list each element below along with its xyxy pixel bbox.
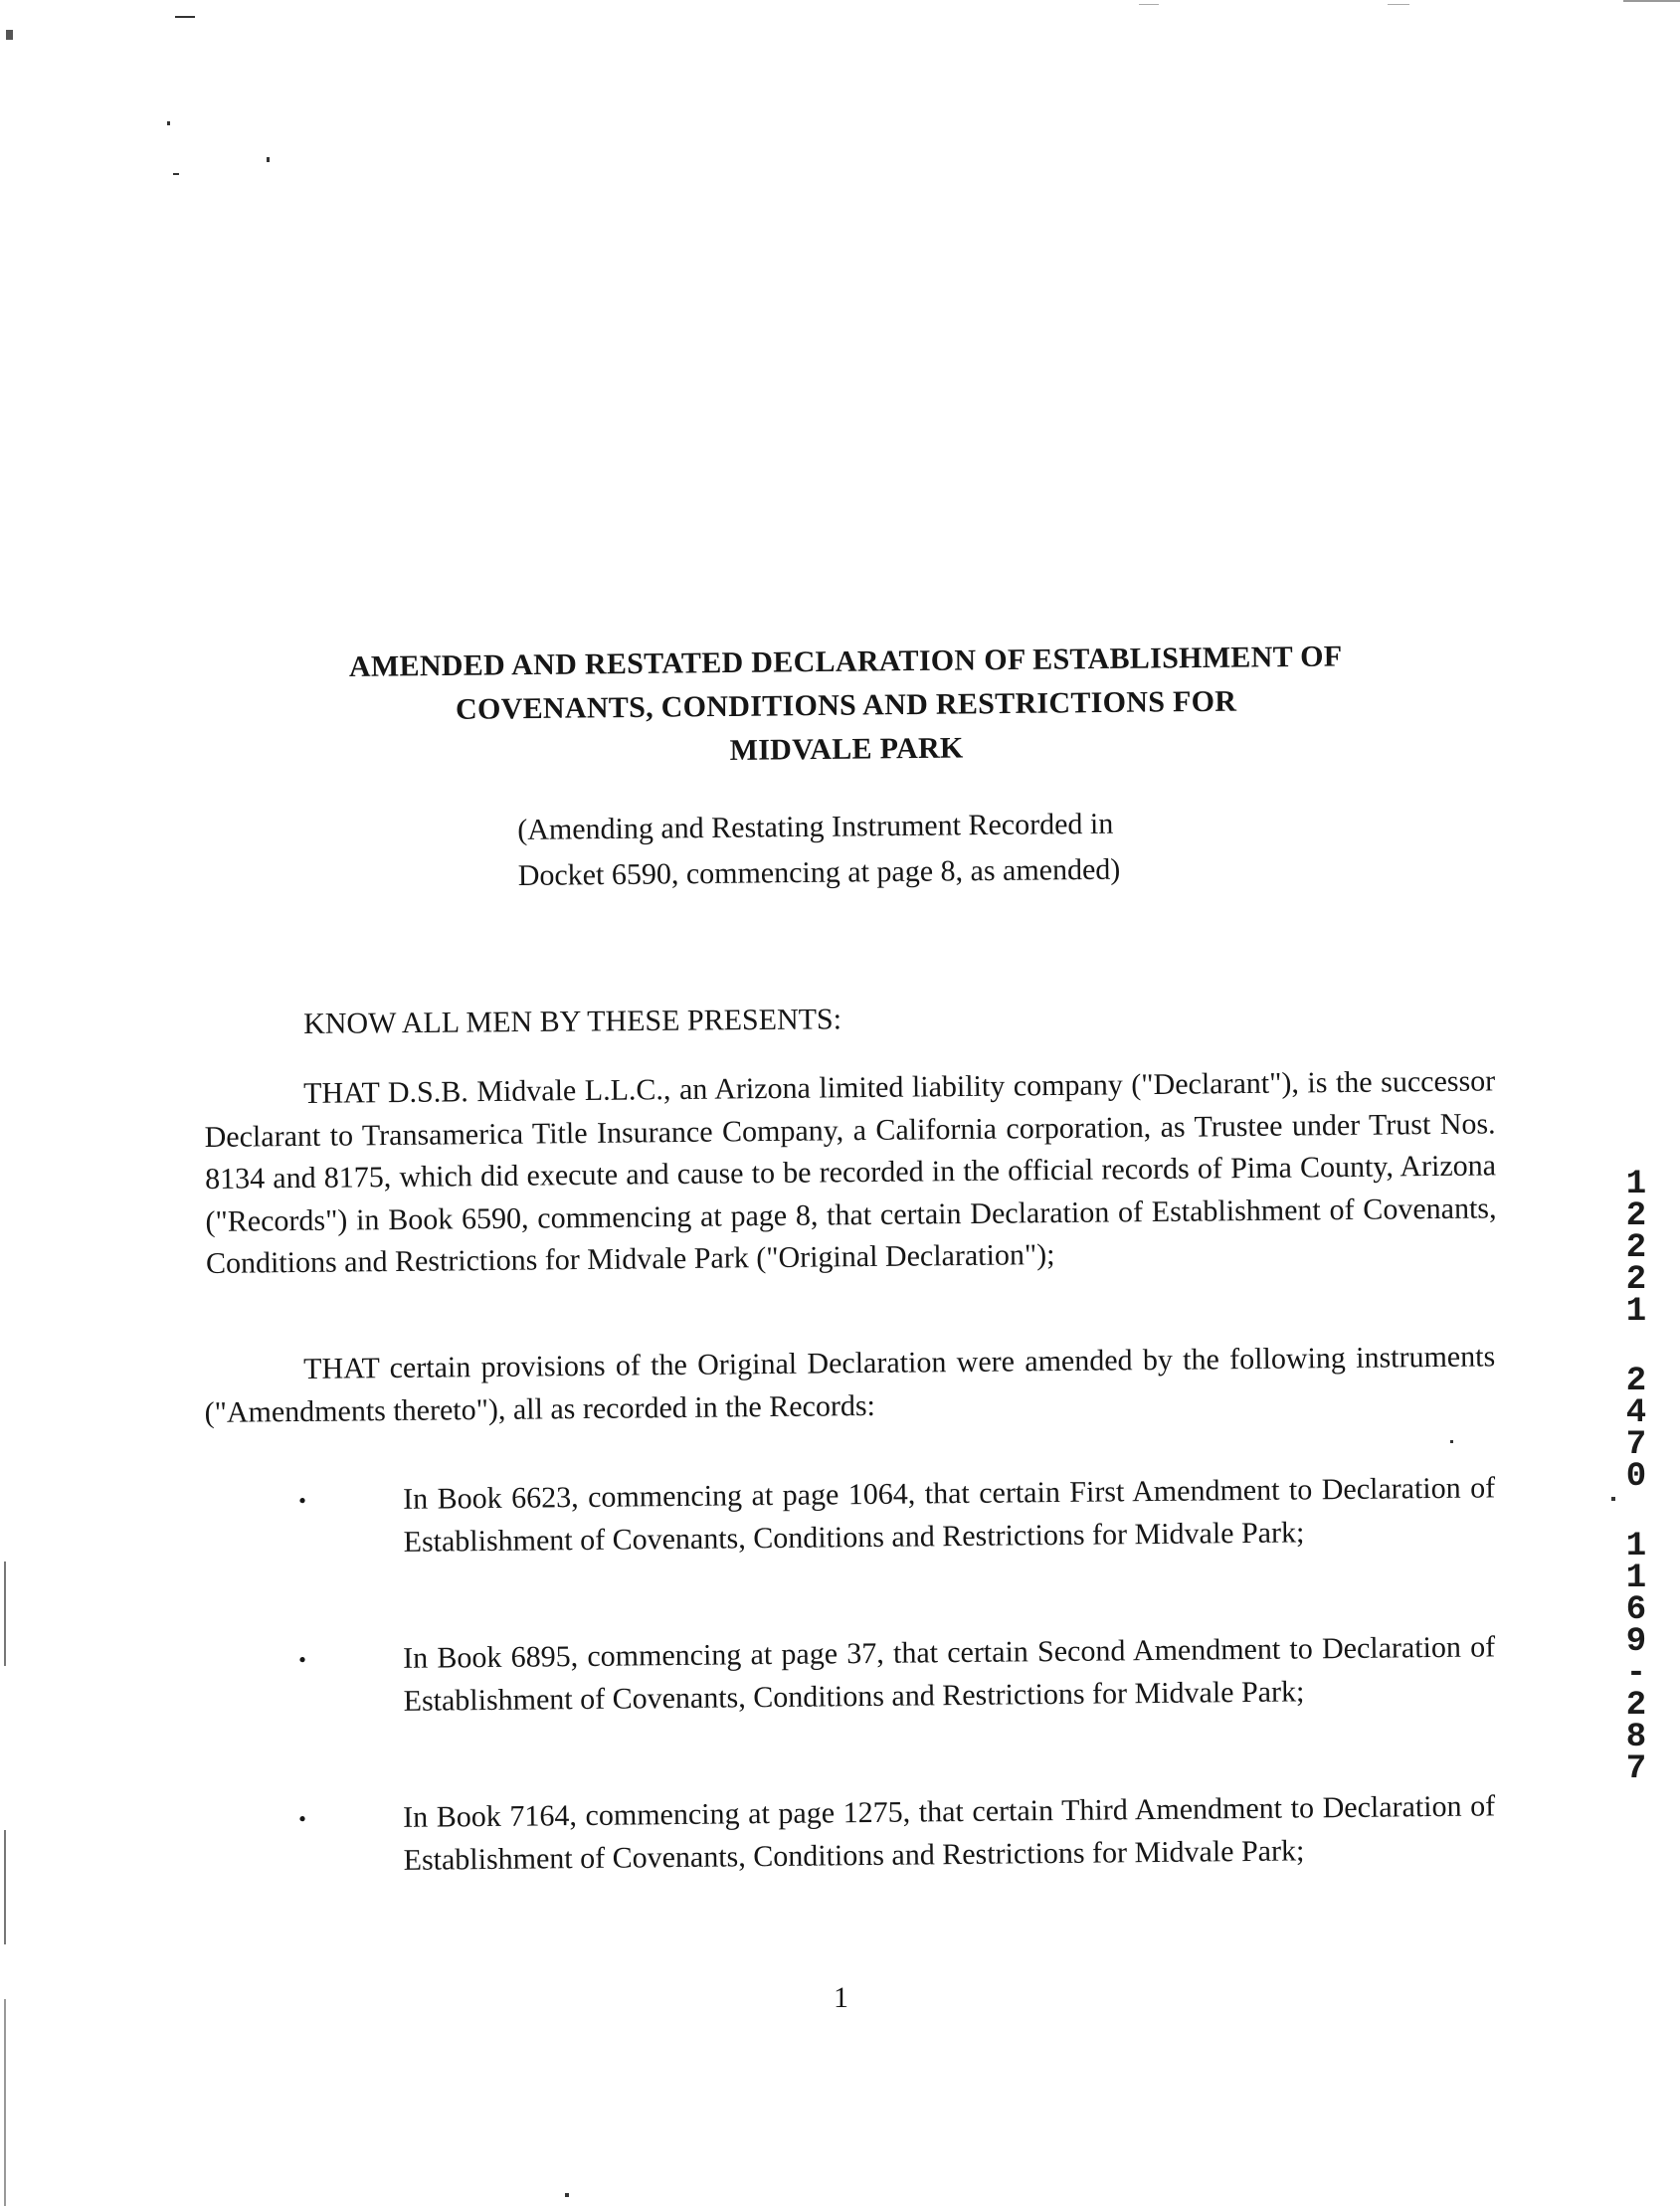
stamp-digit: 1 xyxy=(1625,1166,1647,1203)
stamp-digit: 2 xyxy=(1625,1197,1647,1235)
document-subtitle xyxy=(517,802,1121,899)
scan-speck xyxy=(175,16,195,18)
scan-speck xyxy=(167,121,170,125)
scan-edge-line xyxy=(4,1999,6,2206)
title-line: AMENDED AND RESTATED DECLARATION OF ESTABLISHMENT OF xyxy=(348,640,1343,683)
title-line: MIDVALE PARK xyxy=(729,731,964,767)
scan-edge-line xyxy=(4,1562,6,1666)
stamp-digit: 1 xyxy=(1625,1293,1647,1331)
stamp-digit: 4 xyxy=(1625,1394,1647,1432)
stamp-digit: - xyxy=(1625,1655,1647,1693)
scan-speck xyxy=(6,30,13,40)
stamp-digit: 2 xyxy=(1625,1261,1647,1299)
title-line: COVENANTS, CONDITIONS AND RESTRICTIONS FOR xyxy=(455,684,1237,726)
bullet-icon: • xyxy=(298,1646,307,1672)
list-item xyxy=(298,1626,1502,1718)
paragraph-declarant xyxy=(204,1060,1497,1285)
stamp-digit: 1 xyxy=(1625,1528,1647,1565)
stamp-digit: 9 xyxy=(1625,1623,1647,1661)
subtitle-line: Docket 6590, commencing at page 8, as amended) xyxy=(517,852,1121,892)
list-item-text: In Book 6895, commencing at page 37, that certain Second Amendment to Declaration of Establishment of Covenants, Conditions and Restrictions for Midvale Park; xyxy=(403,1630,1496,1718)
scan-speck xyxy=(267,157,270,162)
scan-speck xyxy=(1450,1440,1453,1443)
list-item-text: In Book 7164, commencing at page 1275, that certain Third Amendment to Declaration of Establishment of Covenants, Conditions and Restrictions for Midvale Park; xyxy=(403,1789,1496,1877)
recording-stamp xyxy=(1616,1166,1656,1788)
stamp-digit: 8 xyxy=(1625,1719,1647,1756)
stamp-digit: 2 xyxy=(1625,1363,1647,1400)
list-item xyxy=(298,1785,1502,1877)
scan-edge-line xyxy=(4,1830,6,1944)
paragraph-text: THAT certain provisions of the Original Declaration were amended by the following instruments ("Amendments thereto"), all as recorded in the Records: xyxy=(204,1340,1496,1429)
list-item-text: In Book 6623, commencing at page 1064, that certain First Amendment to Declaration of Establishment of Covenants, Conditions and Restrictions for Midvale Park; xyxy=(403,1471,1496,1559)
subtitle-line: (Amending and Restating Instrument Recorded in xyxy=(517,807,1114,846)
scan-speck xyxy=(1623,0,1680,2)
stamp-digit: 2 xyxy=(1625,1229,1647,1267)
stamp-digit: 7 xyxy=(1625,1426,1647,1464)
paragraph-text: THAT D.S.B. Midvale L.L.C., an Arizona limited liability company ("Declarant"), is the successor Declarant to Transamerica Title Insurance Company, a California corporation, as Trustee under Trust Nos. 8134 and 8175, which did execute and cause to be recorded in the official records of Pima County, Arizona ("Records") in Book 6590, commencing at page 8, that certain Declaration of Establishment of Covenants, Conditions and Restrictions for Midvale Park ("Original Declaration"); xyxy=(204,1064,1497,1280)
scan-speck xyxy=(1388,4,1409,5)
stamp-digit: 2 xyxy=(1625,1687,1647,1725)
stamp-digit: 7 xyxy=(1625,1750,1647,1788)
list-item xyxy=(298,1467,1502,1559)
paragraph-amendments-intro xyxy=(204,1336,1496,1434)
document-title xyxy=(249,634,1443,778)
stamp-digit: 0 xyxy=(1625,1458,1647,1496)
know-all-men-heading: KNOW ALL MEN BY THESE PRESENTS: xyxy=(303,1003,842,1040)
stamp-digit: 6 xyxy=(1625,1591,1647,1629)
page-number: 1 xyxy=(834,1981,848,2014)
stamp-digit: 1 xyxy=(1625,1560,1647,1597)
scan-speck xyxy=(1139,4,1159,5)
scan-speck xyxy=(565,2193,569,2197)
bullet-icon: • xyxy=(298,1487,307,1513)
scan-speck xyxy=(1611,1497,1615,1501)
scan-speck xyxy=(173,173,179,175)
bullet-icon: • xyxy=(298,1805,307,1831)
